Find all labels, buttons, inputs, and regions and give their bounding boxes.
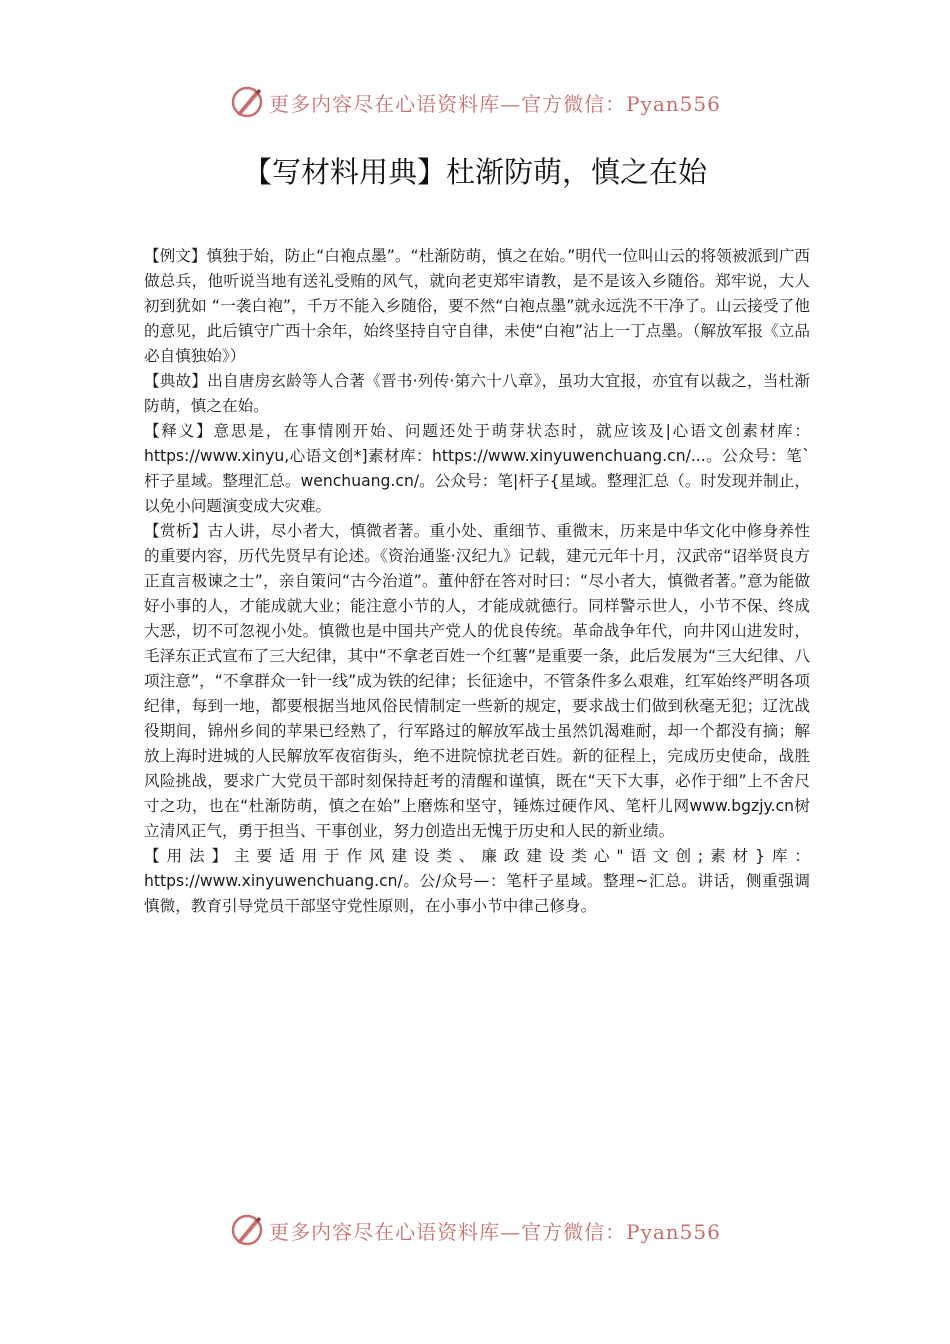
article-body <box>144 244 810 919</box>
page-title: 【写材料用典】杜渐防萌，慎之在始 <box>242 155 707 189</box>
paragraph-example: 【例文】慎独于始，防止“白袍点墨”。“杜渐防萌，慎之在始。”明代一位叫山云的将领被派到广西做总兵，他听说当地有送礼受贿的风气，就向老吏郑牢请教，是不是该入乡随俗。郑牢说，大人初到犹如 “一袭白袍”，千万不能入乡随俗，要不然“白袍点墨”就永远洗不干净了。山云接受了他的意见，此后镇守广西十余年，始终坚持自守自律，未使“白袍”沾上一丁点墨。（解放军报《立品必自慎独始》） <box>144 247 810 365</box>
header-banner <box>0 82 950 122</box>
paragraph-usage: 【用法】主要适用于作风建设类、廉政建设类心"语文创;素材}库：https://www.xinyuwenchuang.cn/。公/众号—：笔杆子星域。整理~汇总。讲话，侧重强调慎微，教育引导党员干部坚守党性原则，在小事小节中律己修身。 <box>144 847 810 915</box>
pen-circle-logo-icon <box>229 84 265 120</box>
paragraph-origin: 【典故】出自唐房玄龄等人合著《晋书·列传·第六十八章》，虽功大宜报，亦宜有以裁之，当杜渐防萌，慎之在始。 <box>144 372 810 415</box>
paragraph-appreciation: 【赏析】古人讲，尽小者大，慎微者著。重小处、重细节、重微末，历来是中华文化中修身养性的重要内容，历代先贤早有论述。《资治通鉴·汉纪九》记载，建元元年十月，汉武帝“诏举贤良方正直言极谏之士”，亲自策问“古今治道”。董仲舒在答对时曰：“尽小者大，慎微者著。”意为能做好小事的人，才能成就大业；能注意小节的人，才能成就德行。同样警示世人，小节不保、终成大恶，切不可忽视小处。慎微也是中国共产党人的优良传统。革命战争年代，向井冈山进发时，毛泽东正式宣布了三大纪律，其中“不拿老百姓一个红薯”是重要一条，此后发展为“三大纪律、八项注意”，“不拿群众一针一线”成为铁的纪律；长征途中，不管条件多么艰难，红军始终严明各项纪律，每到一地，都要根据当地风俗民情制定一些新的规定，要求战士们做到秋毫无犯；辽沈战役期间，锦州乡间的苹果已经熟了，行军路过的解放军战士虽然饥渴难耐，却一个都没有摘；解放上海时进城的人民解放军夜宿街头，绝不进院惊扰老百姓。新的征程上，完成历史使命，战胜风险挑战，要求广大党员干部时刻保持赶考的清醒和谨慎，既在“天下大事，必作于细”上不舍尺寸之功，也在“杜渐防萌，慎之在始”上磨炼和坚守，锤炼过硬作风、笔杆儿网www.bgzjy.cn树立清风正气，勇于担当、干事创业，努力创造出无愧于历史和人民的新业绩。 <box>144 522 810 840</box>
banner-text: 更多内容尽在心语资料库—官方微信：Pyan556 <box>269 1219 721 1244</box>
pen-circle-logo-icon <box>229 1212 265 1248</box>
banner-text: 更多内容尽在心语资料库—官方微信：Pyan556 <box>269 91 721 116</box>
footer-banner <box>0 1210 950 1250</box>
paragraph-meaning: 【释义】意思是，在事情刚开始、问题还处于萌芽状态时，就应该及|心语文创素材库：https://www.xinyu,心语文创*]素材库：https://www.xinyuwenchuang.cn/...。公众号：笔`杆子星域。整理汇总。wenchuang.cn/。公众号：笔|杆子{星域。整理汇总（。时发现并制止，以免小问题演变成大灾难。 <box>144 422 810 515</box>
